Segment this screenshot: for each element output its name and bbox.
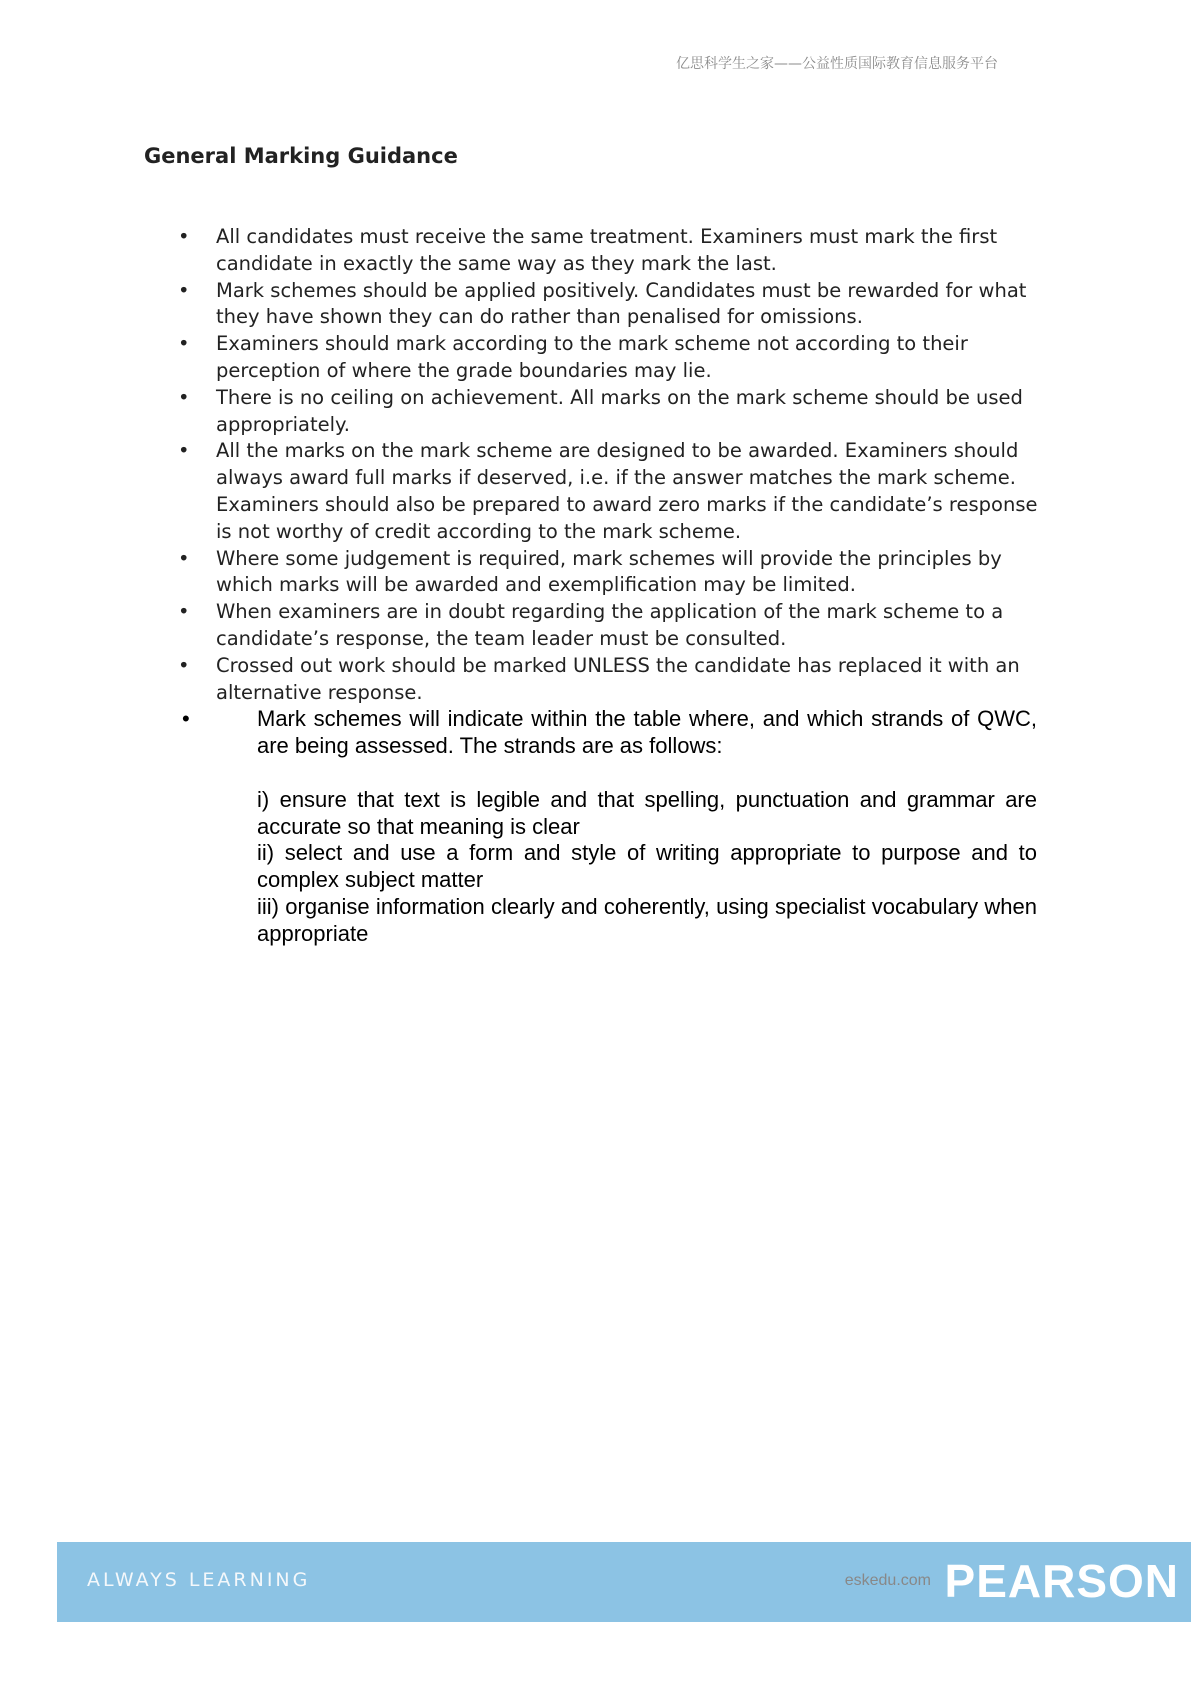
page-title: General Marking Guidance [144,144,458,168]
qwc-strand: ii) select and use a form and style of writing appropriate to purpose and to complex subject matter [257,840,1037,893]
qwc-intro: Mark schemes will indicate within the table where, and which strands of QWC, are being assessed. The strands are as follows: [257,706,1037,759]
pearson-logo: PEARSON [944,1555,1179,1607]
list-item-text: All the marks on the mark scheme are designed to be awarded. Examiners should always award full marks if deserved, i.e. if the answer matches the mark scheme. Examiners should also be prepared to award zero marks if the candidate’s response is not worthy of credit according to the mark scheme. [216,439,1038,543]
bullet-icon: • [178,385,190,409]
list-item [144,653,1049,707]
footer-slogan: ALWAYS LEARNING [87,1569,311,1591]
qwc-strands [257,787,1037,948]
bullet-icon: • [178,225,190,248]
list-item-text: Mark schemes should be applied positively. Candidates must be rewarded for what they have shown they can do rather than penalised for omissions. [216,278,1027,329]
list-item [144,546,1049,600]
qwc-list-item [144,706,1037,947]
bullet-icon: • [178,600,190,624]
list-item [144,438,1049,545]
footer-banner [57,1542,1191,1622]
list-item [144,224,1049,278]
bullet-icon: • [178,653,190,677]
list-item-text: Where some judgement is required, mark schemes will provide the principles by which marks will be awarded and exemplification may be limited. [216,546,1002,597]
list-item [144,331,1049,385]
bullet-icon: • [178,546,190,570]
list-item [144,278,1049,332]
list-item [144,385,1049,439]
bullet-icon: • [178,278,190,302]
watermark: eskedu.com [844,1572,931,1589]
list-item [144,599,1049,653]
list-item-text: Examiners should mark according to the mark scheme not according to their perception of where the grade boundaries may lie. [216,332,968,382]
qwc-strand: iii) organise information clearly and coherently, using specialist vocabulary when appropriate [257,893,1037,946]
list-item-text: There is no ceiling on achievement. All marks on the mark scheme should be used appropriately. [216,385,1023,436]
list-item-text: When examiners are in doubt regarding the application of the mark scheme to a candidate’s response, the team leader must be consulted. [216,600,1004,650]
qwc-strand: i) ensure that text is legible and that spelling, punctuation and grammar are accurate so that meaning is clear [257,786,1037,839]
bullet-icon: • [178,332,190,356]
list-item-text: All candidates must receive the same treatment. Examiners must mark the first candidate in exactly the same way as they mark the last. [216,225,998,275]
bullet-icon: • [182,706,190,732]
site-header-text: 亿思科学生之家——公益性质国际教育信息服务平台 [676,56,998,72]
bullet-icon: • [178,439,190,463]
guidance-list [144,224,1049,948]
list-item-text: Crossed out work should be marked UNLESS the candidate has replaced it with an alternative response. [216,653,1020,704]
